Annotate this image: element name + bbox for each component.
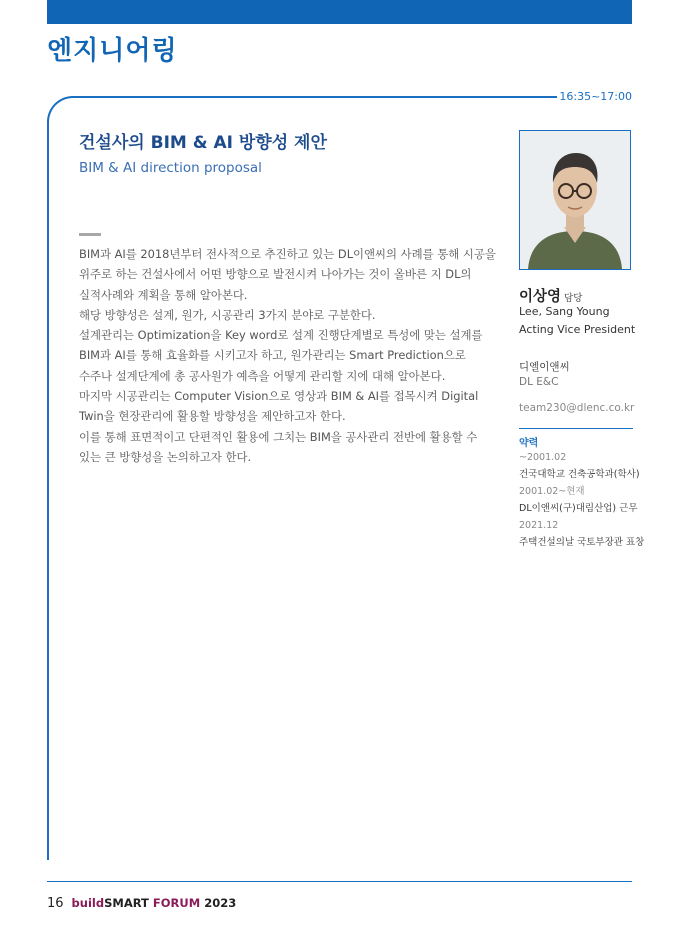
section-title: 엔지니어링 [47, 36, 178, 66]
speaker-role: Acting Vice President [519, 323, 636, 336]
speaker-title-ko: 담당 [564, 293, 583, 304]
career-heading: 약력 [519, 438, 539, 449]
brand-year: 2023 [204, 896, 237, 910]
brand-build: build [71, 896, 105, 910]
abstract-line: 이를 통해 표면적이고 단편적인 활용에 그치는 BIM을 공사관리 전반에 활용할 수 [79, 429, 478, 444]
top-color-bar [47, 0, 632, 24]
page-number: 16 [47, 896, 64, 911]
career-desc: DL이앤씨(구)대림산업) 근무 [519, 503, 638, 514]
page-footer [47, 896, 236, 911]
abstract-line: BIM과 AI를 2018년부터 전사적으로 추진하고 있는 DL이앤씨의 사례를 통해 시공을 [79, 247, 496, 261]
talk-title: 건설사의 BIM & AI 방향성 제안 [79, 133, 327, 153]
career-desc: 주택건설의날 국토부장관 표창 [519, 537, 645, 548]
company-name-ko: 디엘이앤씨 [519, 361, 570, 373]
session-frame-left [47, 120, 49, 860]
abstract-line: Twin을 현장관리에 활용할 방향성을 제안하고자 한다. [79, 409, 346, 424]
talk-abstract [79, 244, 496, 467]
speaker-name-ko: 이상영 [519, 289, 562, 305]
abstract-line: 위주로 하는 건설사에서 어떤 방향으로 발전시켜 나아가는 것이 올바른 지 DL의 [79, 267, 472, 282]
career-period: ~2001.02 [519, 452, 567, 463]
abstract-line: 있는 큰 방향성을 논의하고자 한다. [79, 449, 252, 464]
speaker-photo [519, 130, 631, 270]
session-time: 16:35~17:00 [559, 90, 632, 103]
abstract-line: 설계관리는 Optimization을 Key word로 설계 진행단계별로 특성에 맞는 설계를 [79, 328, 483, 343]
footer-divider [47, 881, 632, 882]
abstract-line: 해당 방향성은 설계, 원가, 시공관리 3가지 분야로 구분한다. [79, 307, 376, 322]
career-divider [519, 428, 633, 429]
speaker-email: team230@dlenc.co.kr [519, 402, 635, 414]
speaker-portrait-icon [520, 131, 630, 269]
abstract-line: 수주나 설계단계에 총 공사원가 예측을 어떻게 관리할 지에 대해 알아본다. [79, 368, 446, 383]
career-desc: 건국대학교 건축공학과(학사) [519, 469, 640, 480]
career-period: 2021.12 [519, 520, 559, 531]
company-name-en: DL E&C [519, 376, 559, 388]
speaker-name [519, 285, 582, 306]
brand-forum: FORUM [152, 896, 201, 910]
career-period: 2001.02~현재 [519, 486, 585, 497]
abstract-line: 마지막 시공관리는 Computer Vision으로 영상과 BIM & AI를 접목시켜 Digital [79, 389, 479, 404]
abstract-divider [79, 233, 101, 236]
talk-subtitle: BIM & AI direction proposal [79, 160, 262, 176]
abstract-line: BIM과 AI를 통해 효율화를 시키고자 하고, 원가관리는 Smart Prediction으로 [79, 348, 466, 363]
career-list [519, 449, 644, 551]
brand-smart: SMART [104, 896, 149, 910]
abstract-line: 실적사례와 계획을 통해 알아본다. [79, 287, 248, 302]
speaker-name-en: Lee, Sang Young [519, 305, 610, 318]
